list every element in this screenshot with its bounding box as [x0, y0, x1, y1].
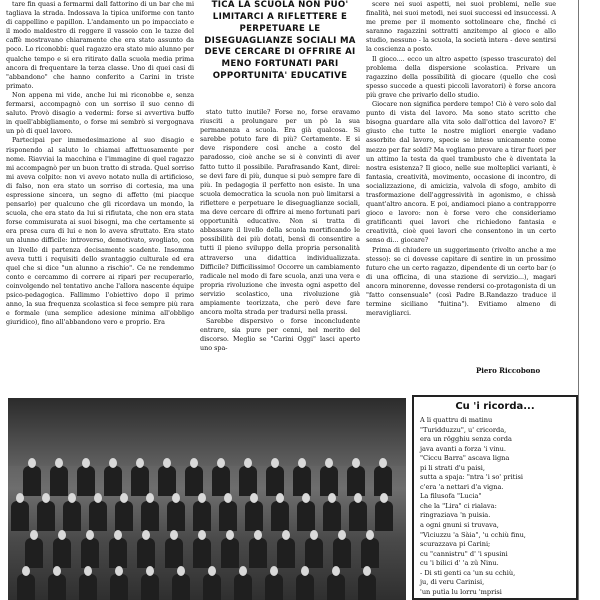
- paragraph: Partecipai per immedesimazione al suo disagio e risponendo al saluto lo chiamai affettuosamente per nome. Riavviai la macchina e l'immagine di quel ragazzo mi accompagnò per un buon tratto di strada. Quel sorriso mi aveva colpito: non vi avevo notato nulla di artificioso, di falso, non era stato un sorriso di cortesia, ma una espressione sincera, un segno di affetto (mi piacque pensarlo) per qualcuno che gli ricordava un mondo, la scuola, che era stato da lui si rifiutata, che non era stata forse commisurata ai suoi bisogni, ma che certamente si era presa cura di lui e non lo aveva sfruttato. Era stato un alunno difficile: introverso, demotivato, svogliato, con un livello di partenza decisamente scadente. Insomma aveva tutti i requisiti dello svantaggio culturale ed era quel che si dice "un alunno a rischio". Ce ne rendemmo conto e cercammo di correre ai ripari per recuperarlo, coinvolgendo nel tentativo anche l'allora nascente équipe psico-pedagogica. Fallimmo l'obiettivo dopo il primo anno, la sua frequenza scolastica si fece sempre più rara e formale (una semplice adesione minima all'obbligo giuridico), fino all'abbandono vero e proprio. Era: [6, 136, 194, 327]
- article-column-left: [6, 0, 194, 350]
- student-face: [53, 566, 61, 576]
- student-face: [282, 530, 290, 540]
- student-face: [94, 493, 102, 503]
- student-figure: [221, 538, 239, 568]
- student-face: [366, 530, 374, 540]
- student-figure: [249, 538, 267, 568]
- student-figure: [277, 538, 295, 568]
- author-signature: Piero Riccobono: [476, 366, 541, 375]
- student-figure: [141, 501, 159, 531]
- student-figure: [81, 538, 99, 568]
- student-figure: [158, 466, 176, 496]
- student-figure: [323, 501, 341, 531]
- poem-line: a ogni gnuni si truvava,: [420, 521, 499, 530]
- student-figure: [212, 466, 230, 496]
- paragraph: Il gioco.... ecco un altro aspetto (spesso trascurato) del problema della dispersione scolastica. Privare un ragazzino della possibilità di giocare (quello che così spesso succede a questi piccoli lavoratori) è forse ancora più grave che privarlo dello studio.: [366, 54, 556, 99]
- student-face: [224, 493, 232, 503]
- student-figure: [37, 501, 55, 531]
- article-column-right: [366, 0, 556, 365]
- student-face: [136, 458, 144, 468]
- student-face: [42, 493, 50, 503]
- student-figure: [11, 501, 29, 531]
- student-figure: [115, 501, 133, 531]
- paragraph: Sarebbe dispersivo o forse inconcludente entrare, sia pure per cenni, nel merito del discorso. Meglio se "Carini Oggi" lasci aperto uno spa-: [200, 317, 360, 353]
- student-face: [328, 493, 336, 503]
- student-figure: [293, 466, 311, 496]
- paragraph: scere nei suoi aspetti, nei suoi problemi, nelle sue finalità, nei suoi metodi, nei suoi successi ed insuccessi. A me preme per il momento sottolineare che, finché ci saranno ragazzini sottratti anzitempo al gioco e allo studio, nessuno - la scuola, la società intera - deve sentirsi la coscienza a posto.: [366, 0, 556, 54]
- student-figure: [172, 574, 190, 600]
- student-figure: [297, 501, 315, 531]
- student-figure: [296, 574, 314, 600]
- paragraph: stato tutto inutile? Forse no, forse eravamo riusciti a prolungare per un pò la sua permanenza a scuola. Era già qualcosa. Si sarebbe potuto fare di più? Certamente. E si deve rispondere così anche a costo del paradosso, cioè anche se si è convinti di aver fatto tutto il possibile. Parafrasando Kant, direi: se devi fare di più, dunque si può sempre fare di più. In pedagogia il perfetto non esiste. In una scuola democratica la scuola non può limitarsi a riflettere e perpetuare le diseguaglianze sociali, ma deve cercare di offrire ai meno fortunati pari opportunità educative. Non si tratta di abbassare il livello della scuola mortificando le possibilità dei più dotati, bensì di consentire a tutti il pieno sviluppo della propria personalità attraverso una didattica individualizzata. Difficile? Difficilissimo! Occorre un cambiamento radicale nel modo di fare scuola, anzi una vera e propria rivoluzione che investa ogni aspetto del servizio scolastico, una rivoluzione già ampiamente teorizzata, che però deve fare ancora molta strada per tradursi nella prassi.: [200, 108, 360, 317]
- student-face: [109, 458, 117, 468]
- student-face: [338, 530, 346, 540]
- student-figure: [165, 538, 183, 568]
- poem-line: - Di sti genti ca 'un su cchiù,: [420, 568, 516, 577]
- student-face: [271, 458, 279, 468]
- student-face: [244, 458, 252, 468]
- student-face: [302, 493, 310, 503]
- poem-line: sutta a spaja: "ntra 'i so' pritisi: [420, 473, 523, 482]
- student-face: [298, 458, 306, 468]
- student-figure: [327, 574, 345, 600]
- student-figure: [110, 574, 128, 600]
- student-face: [146, 493, 154, 503]
- student-figure: [50, 466, 68, 496]
- poem-line: La filusofa "Lucia": [420, 492, 482, 501]
- student-figure: [234, 574, 252, 600]
- student-figure: [245, 501, 263, 531]
- student-figure: [185, 466, 203, 496]
- student-figure: [53, 538, 71, 568]
- student-figure: [239, 466, 257, 496]
- poem-line: era un rögghiu senza corda: [420, 435, 512, 444]
- student-figure: [63, 501, 81, 531]
- poem-line: c'era 'a nettari d'a vigna.: [420, 482, 504, 491]
- poem-line: cu "cannistru" d' 'i spusini: [420, 549, 508, 558]
- student-face: [270, 566, 278, 576]
- class-group-photo: [8, 398, 406, 600]
- student-face: [332, 566, 340, 576]
- student-face: [120, 493, 128, 503]
- student-face: [177, 566, 185, 576]
- poem-line: scurazzava pi Carini;: [420, 540, 491, 549]
- student-face: [198, 493, 206, 503]
- paragraph: Prima di chiudere un suggerimento (rivolto anche a me stesso): se ci dovesse capitare di sentire in un prossimo futuro che un certo ragazzo, dipendente di un certo bar (o di una officina, di una stazione di servizio...), magari ancora minorenne, dovesse rendersi co-protagonista di un "fatto consensuale" (così Padre B.Randazzo traduce il termine siciliano "fuitina"). Evitiamo almeno di meravigliarci.: [366, 245, 556, 318]
- student-figure: [374, 466, 392, 496]
- student-figure: [320, 466, 338, 496]
- student-figure: [17, 574, 35, 600]
- student-face: [115, 566, 123, 576]
- student-figure: [193, 501, 211, 531]
- student-face: [198, 530, 206, 540]
- student-face: [114, 530, 122, 540]
- pull-quote-headline: TICA LA SCUOLA NON PUO' LIMITARCI A RIFLETTERE E PERPETUARE LE DISEGUAGLIANZE SOCIALI MA DEVE CERCARE DI OFFRIRE AI MENO FORTUNATI PARI OPPORTUNITA' EDUCATIVE: [204, 0, 356, 82]
- poem-line: A li quattru di matinu: [420, 416, 493, 424]
- student-figure: [349, 501, 367, 531]
- student-face: [325, 458, 333, 468]
- student-figure: [137, 538, 155, 568]
- student-face: [354, 493, 362, 503]
- student-face: [142, 530, 150, 540]
- student-figure: [358, 574, 376, 600]
- student-face: [250, 493, 258, 503]
- student-face: [16, 493, 24, 503]
- student-face: [190, 458, 198, 468]
- student-face: [363, 566, 371, 576]
- student-figure: [167, 501, 185, 531]
- student-figure: [141, 574, 159, 600]
- student-figure: [23, 466, 41, 496]
- poem-line: ringraziava 'n puisia.: [420, 511, 491, 520]
- student-figure: [271, 501, 289, 531]
- page-margin-strip: [578, 0, 600, 600]
- student-face: [68, 493, 76, 503]
- student-face: [163, 458, 171, 468]
- poem-line: "Viciuzzu 'a Sàia", 'u cchiù finu,: [420, 530, 526, 539]
- student-figure: [266, 466, 284, 496]
- student-figure: [77, 466, 95, 496]
- poem-line: pi li strati d'u paisi,: [420, 463, 485, 472]
- student-face: [172, 493, 180, 503]
- student-face: [55, 458, 63, 468]
- student-figure: [361, 538, 379, 568]
- student-figure: [25, 538, 43, 568]
- student-figure: [104, 466, 122, 496]
- poem-line: ju, di veru Carinisi,: [420, 578, 485, 587]
- student-face: [226, 530, 234, 540]
- student-face: [86, 530, 94, 540]
- student-face: [28, 458, 36, 468]
- student-figure: [347, 466, 365, 496]
- poem-line: java avanti a forza 'i vinu.: [420, 444, 506, 453]
- student-face: [276, 493, 284, 503]
- poem-line: "Turidduzzu", u' cricorda,: [420, 425, 507, 434]
- student-figure: [305, 538, 323, 568]
- student-figure: [193, 538, 211, 568]
- student-face: [84, 566, 92, 576]
- student-face: [352, 458, 360, 468]
- student-figure: [48, 574, 66, 600]
- student-face: [82, 458, 90, 468]
- student-face: [301, 566, 309, 576]
- student-figure: [203, 574, 221, 600]
- student-face: [380, 493, 388, 503]
- student-face: [30, 530, 38, 540]
- student-figure: [109, 538, 127, 568]
- student-figure: [375, 501, 393, 531]
- student-face: [208, 566, 216, 576]
- student-face: [170, 530, 178, 540]
- photo-background-wall: [8, 398, 406, 466]
- student-figure: [79, 574, 97, 600]
- student-face: [310, 530, 318, 540]
- student-figure: [219, 501, 237, 531]
- poem-body: [420, 416, 570, 597]
- student-face: [58, 530, 66, 540]
- poem-line: "Ciccu Barra" ascava ligna: [420, 454, 510, 463]
- student-face: [379, 458, 387, 468]
- paragraph: Giocare non significa perdere tempo! Ciò è vero solo dal punto di vista del lavoro. Ma sono stato scritto che bisogna guardare alla vita solo dall'ottica del lavoro? E' giusto che tutte le nostre migliori energie vadano assorbite dal lavoro, specie se inteso unicamente come mezzo per far soldi? Ma vogliamo provare a tirar fuori per un attimo la testa da quel trambusto che è diventata la nostra esistenza? Il gioco, nelle sue molteplici varianti, è fantasia, creatività, movimento, occasione di incontro, di socializzazione, di amicizia, valvola di sfogo, ambito di trasformazione dell'aggressività in agonismo, e chissà quant'altro ancora. E poi, andiamoci piano a contrapporre gioco e lavoro: non è forse vero che consideriamo gratificanti quei lavori che richiedono fantasia e creatività, cioè quei lavori che consentono in un certo senso di... giocare?: [366, 100, 556, 245]
- student-figure: [265, 574, 283, 600]
- poem-line: 'un putìa lu lorru 'mprisi: [420, 587, 502, 596]
- student-figure: [333, 538, 351, 568]
- paragraph: Non appena mi vide, anche lui mi riconobbe e, senza fermarsi, accompagnò con un sorriso il suo cenno di saluto. Provò disagio a vedermi: forse si avvertiva buffo in quell'abbigliamento, o forse mi sembrò si vergognava un pò di quel lavoro.: [6, 90, 194, 136]
- student-face: [239, 566, 247, 576]
- student-face: [146, 566, 154, 576]
- paragraph: tare fin quasi a fermarmi dall fattorino di un bar che mi tagliava la strada. Indossava la tipica uniforme con tanto di cappellino e papillon. L'andamento un po impacciato e il modo maldestro di reggere il vassoio con le tazze del caffè mostravano chiaramente che era stato assunto da poco. Lo riconobbi: quel ragazzo era stato mio alunno per qualche tempo e si era ritirato dalla scuola media prima ancora di frequentare la terza classe. Uno di quei casi di "abbandono" che hanno conferito a Carini in triste primato.: [6, 0, 194, 90]
- poem-line: che la "Lira" ci rialava:: [420, 501, 497, 510]
- poem-line: cu 'i bilici d' 'a zû Ninu.: [420, 559, 499, 568]
- student-figure: [131, 466, 149, 496]
- student-face: [217, 458, 225, 468]
- student-figure: [89, 501, 107, 531]
- poem-box: [412, 395, 578, 600]
- poem-title: Cu 'i ricorda...: [455, 401, 535, 412]
- article-column-middle: [200, 108, 360, 363]
- student-face: [254, 530, 262, 540]
- student-face: [22, 566, 30, 576]
